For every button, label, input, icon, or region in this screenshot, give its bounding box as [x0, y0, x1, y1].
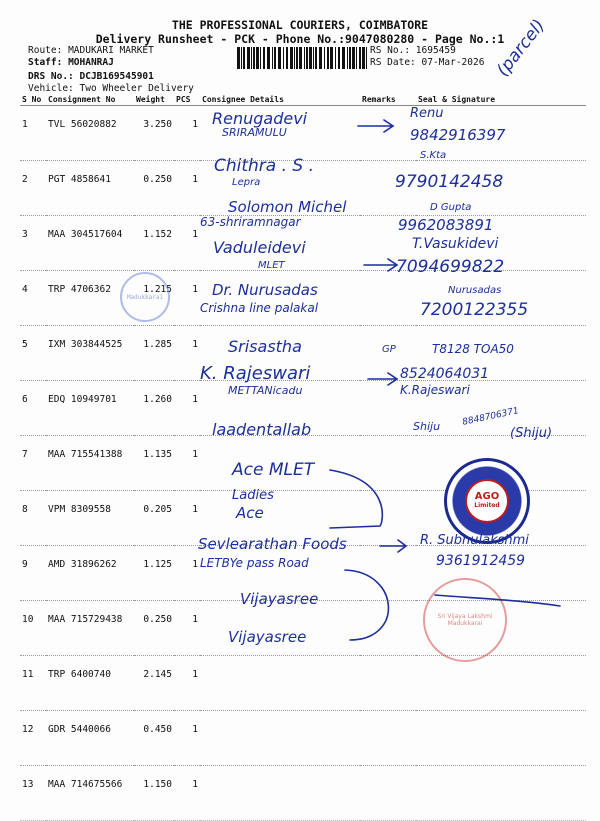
row-weight: 0.250 [134, 161, 174, 216]
parcel-note: (parcel) [492, 15, 550, 81]
barcode-bar [290, 47, 293, 69]
row-sno: 12 [20, 711, 46, 766]
row-sno: 5 [20, 326, 46, 381]
hw-r8-phone: 8848706371 [461, 406, 520, 428]
barcode-bar [286, 47, 288, 69]
barcode-bar [327, 47, 329, 69]
col-consignee: Consignee Details [200, 94, 360, 106]
rs-date-label: RS Date: [370, 57, 416, 68]
row-weight: 1.260 [134, 381, 174, 436]
row-seal [416, 766, 586, 821]
hw-r5-phone: 7200122355 [420, 300, 529, 320]
seal-center [465, 479, 509, 523]
row-consignment: MAA 715541388 [46, 436, 134, 491]
row-remarks [360, 766, 416, 821]
row-weight: 1.215 [134, 271, 174, 326]
row-weight: 0.250 [134, 601, 174, 656]
red-seal [423, 578, 507, 662]
hw-r13-name: Vijayasree [228, 628, 307, 646]
barcode-bar [313, 47, 314, 69]
hw-r7-name: K. Rajeswari [200, 363, 311, 384]
col-pcs: PCS [174, 94, 200, 106]
table-row [20, 711, 586, 766]
barcode-bar [338, 47, 340, 69]
hw-r8-name: laadentallab [212, 420, 312, 439]
barcode-bar [260, 47, 261, 69]
barcode-bar [362, 47, 365, 69]
hw-r4-name: Vaduleidevi [213, 238, 306, 257]
barcode-bar [356, 47, 357, 69]
hw-r2-sig: S.Kta [420, 150, 447, 161]
staff-label: Staff: [28, 57, 63, 68]
hw-r8-note: (Shiju) [510, 426, 553, 441]
col-weight: Weight [134, 94, 174, 106]
table-row [20, 766, 586, 821]
barcode-bar [274, 47, 276, 69]
row-pcs: 1 [174, 326, 200, 381]
barcode-bar [304, 47, 305, 69]
row-pcs: 1 [174, 436, 200, 491]
company-title: THE PROFESSIONAL COURIERS, COIMBATORE [171, 18, 429, 32]
hw-r1-sub: SRIRAMULU [222, 126, 287, 139]
red-seal-text: Sri Vijaya Lakshmi Madukkarai [437, 613, 493, 627]
hw-r7-phone: 8524064031 [400, 366, 490, 382]
row-consignee [200, 656, 360, 711]
rs-info [370, 45, 484, 69]
row-pcs: 1 [174, 601, 200, 656]
row-consignment: AMD 31896262 [46, 546, 134, 601]
hw-r2-phone: 9790142458 [395, 172, 504, 192]
row-consignment: MAA 714675566 [46, 766, 134, 821]
barcode-bar [263, 47, 265, 69]
hw-r7-sub: METTANicadu [228, 384, 303, 397]
barcode-bar [251, 47, 252, 69]
barcode-bar [294, 47, 295, 69]
barcode-bar [299, 47, 302, 69]
row-weight: 1.135 [134, 436, 174, 491]
faded-stamp-text: Madukkarai [126, 293, 164, 301]
hw-r6-name: Srisastha [228, 337, 302, 356]
row-remarks [360, 656, 416, 711]
runsheet-subtitle: Delivery Runsheet - PCK - Phone No.:9047080280 - Page No.:1 [95, 32, 505, 46]
row-weight: 1.125 [134, 546, 174, 601]
route-value: MADUKARI MARKET [68, 45, 154, 56]
row-sno: 10 [20, 601, 46, 656]
row-sno: 4 [20, 271, 46, 326]
hw-r5-sig: Nurusadas [448, 285, 502, 296]
drs-value: DCJB169545901 [79, 71, 154, 82]
hw-r7-sig: K.Rajeswari [400, 383, 470, 397]
hw-r3-sub: 63-shriramnagar [200, 215, 301, 229]
barcode-bar [324, 47, 325, 69]
row-weight: 1.150 [134, 766, 174, 821]
row-consignment: GDR 5440066 [46, 711, 134, 766]
row-weight: 3.250 [134, 106, 174, 161]
col-remarks: Remarks [360, 94, 416, 106]
row-weight: 0.205 [134, 491, 174, 546]
barcode-bar [247, 47, 250, 69]
drs-label: DRS No.: [28, 71, 74, 82]
hw-r9-name: Ace MLET [232, 460, 315, 480]
barcode [237, 47, 367, 69]
company-seal [444, 458, 530, 544]
rs-no-value: 1695459 [415, 45, 456, 56]
row-consignment: EDQ 10949701 [46, 381, 134, 436]
row-sno: 8 [20, 491, 46, 546]
barcode-bar [256, 47, 259, 69]
barcode-bar [253, 47, 255, 69]
table-row [20, 656, 586, 711]
barcode-bar [330, 47, 333, 69]
row-consignment: PGT 4858641 [46, 161, 134, 216]
vehicle-label: Vehicle: [28, 83, 74, 94]
row-sno: 3 [20, 216, 46, 271]
row-consignment: MAA 715729438 [46, 601, 134, 656]
hw-r2-name: Chithra . S . [214, 156, 315, 176]
row-weight: 0.450 [134, 711, 174, 766]
barcode-bar [241, 47, 242, 69]
barcode-bar [306, 47, 308, 69]
row-sno: 13 [20, 766, 46, 821]
hw-r12-name: LETBYe pass Road [200, 556, 309, 570]
barcode-bar [272, 47, 273, 69]
barcode-bar [359, 47, 361, 69]
hw-r8-sig: Shiju [413, 420, 441, 433]
row-weight: 1.152 [134, 216, 174, 271]
row-consignment: IXM 303844525 [46, 326, 134, 381]
barcode-bar [352, 47, 355, 69]
row-consignment: TRP 6400740 [46, 656, 134, 711]
hw-r4-phone: 7094699822 [396, 257, 505, 277]
row-pcs: 1 [174, 271, 200, 326]
row-pcs: 1 [174, 546, 200, 601]
meta-block [28, 45, 194, 95]
row-pcs: 1 [174, 161, 200, 216]
row-sno: 11 [20, 656, 46, 711]
row-remarks [360, 546, 416, 601]
hw-r3-name: Solomon Michel [228, 198, 347, 216]
route-label: Route: [28, 45, 63, 56]
hw-r11-name: Sevlearathan Foods [198, 535, 347, 553]
hw-r5-name: Dr. Nurusadas [212, 281, 318, 299]
hw-r4-sig: T.Vasukidevi [412, 236, 499, 252]
row-pcs: 1 [174, 216, 200, 271]
row-weight: 1.285 [134, 326, 174, 381]
col-sno: S No [20, 94, 46, 106]
row-pcs: 1 [174, 656, 200, 711]
row-seal [416, 711, 586, 766]
hw-r1-sig: Renu [410, 106, 444, 121]
row-weight: 2.145 [134, 656, 174, 711]
row-remarks [360, 436, 416, 491]
row-consignment: MAA 304517604 [46, 216, 134, 271]
row-remarks [360, 271, 416, 326]
hw-r4-sub: MLET [258, 260, 285, 271]
hw-r6-phone: T8128 TOA50 [432, 342, 514, 356]
barcode-bar [296, 47, 298, 69]
hw-r1-phone: 9842916397 [410, 126, 506, 144]
row-pcs: 1 [174, 711, 200, 766]
barcode-bar [342, 47, 345, 69]
seal-sub: Limited [474, 502, 500, 509]
row-consignment: TVL 56020882 [46, 106, 134, 161]
hw-r10-sub: Ace [236, 504, 264, 522]
hw-r3-phone: 9962083891 [398, 216, 494, 234]
row-pcs: 1 [174, 491, 200, 546]
hw-r11-sig: R. Subhulakshmi [420, 533, 529, 548]
row-consignee [200, 766, 360, 821]
barcode-bar [267, 47, 270, 69]
hw-r5-sub: Crishna line palakal [200, 301, 319, 315]
col-seal: Seal & Signature [416, 94, 586, 106]
hw-r12-sub: Vijayasree [240, 590, 319, 608]
barcode-bar [319, 47, 322, 69]
row-seal [416, 656, 586, 711]
row-consignee [200, 711, 360, 766]
rs-date-value: 07-Mar-2026 [421, 57, 485, 68]
row-sno: 6 [20, 381, 46, 436]
row-remarks [360, 711, 416, 766]
row-pcs: 1 [174, 766, 200, 821]
row-sno: 9 [20, 546, 46, 601]
row-remarks [360, 491, 416, 546]
row-sno: 7 [20, 436, 46, 491]
hw-r12-phone: 9361912459 [436, 553, 526, 569]
barcode-bar [278, 47, 281, 69]
row-pcs: 1 [174, 381, 200, 436]
row-sno: 2 [20, 161, 46, 216]
hw-r6-sig: GP [382, 344, 396, 355]
seal-title: AGO [474, 491, 500, 502]
barcode-bar [243, 47, 245, 69]
hw-r3-sig: D Gupta [430, 202, 472, 213]
barcode-bar [283, 47, 284, 69]
faded-stamp [120, 272, 170, 322]
barcode-bar [347, 47, 348, 69]
row-sno: 1 [20, 106, 46, 161]
col-consignment: Consignment No [46, 94, 134, 106]
row-consignment: VPM 8309558 [46, 491, 134, 546]
barcode-bar [315, 47, 317, 69]
rs-no-label: RS No.: [370, 45, 411, 56]
row-pcs: 1 [174, 106, 200, 161]
row-remarks [360, 106, 416, 161]
barcode-bar [366, 47, 367, 69]
table-header-row [20, 94, 586, 106]
row-remarks [360, 601, 416, 656]
vehicle-value: Two Wheeler Delivery [79, 83, 194, 94]
barcode-bar [349, 47, 351, 69]
hw-r1-name: Renugadevi [212, 109, 308, 128]
hw-r10-name: Ladies [232, 488, 274, 503]
staff-value: MOHANRAJ [68, 57, 114, 68]
barcode-bar [335, 47, 336, 69]
barcode-bar [309, 47, 312, 69]
barcode-bar [237, 47, 240, 69]
hw-r2-sub: Lepra [232, 177, 261, 188]
row-consignment: TRP 4706362 [46, 271, 134, 326]
